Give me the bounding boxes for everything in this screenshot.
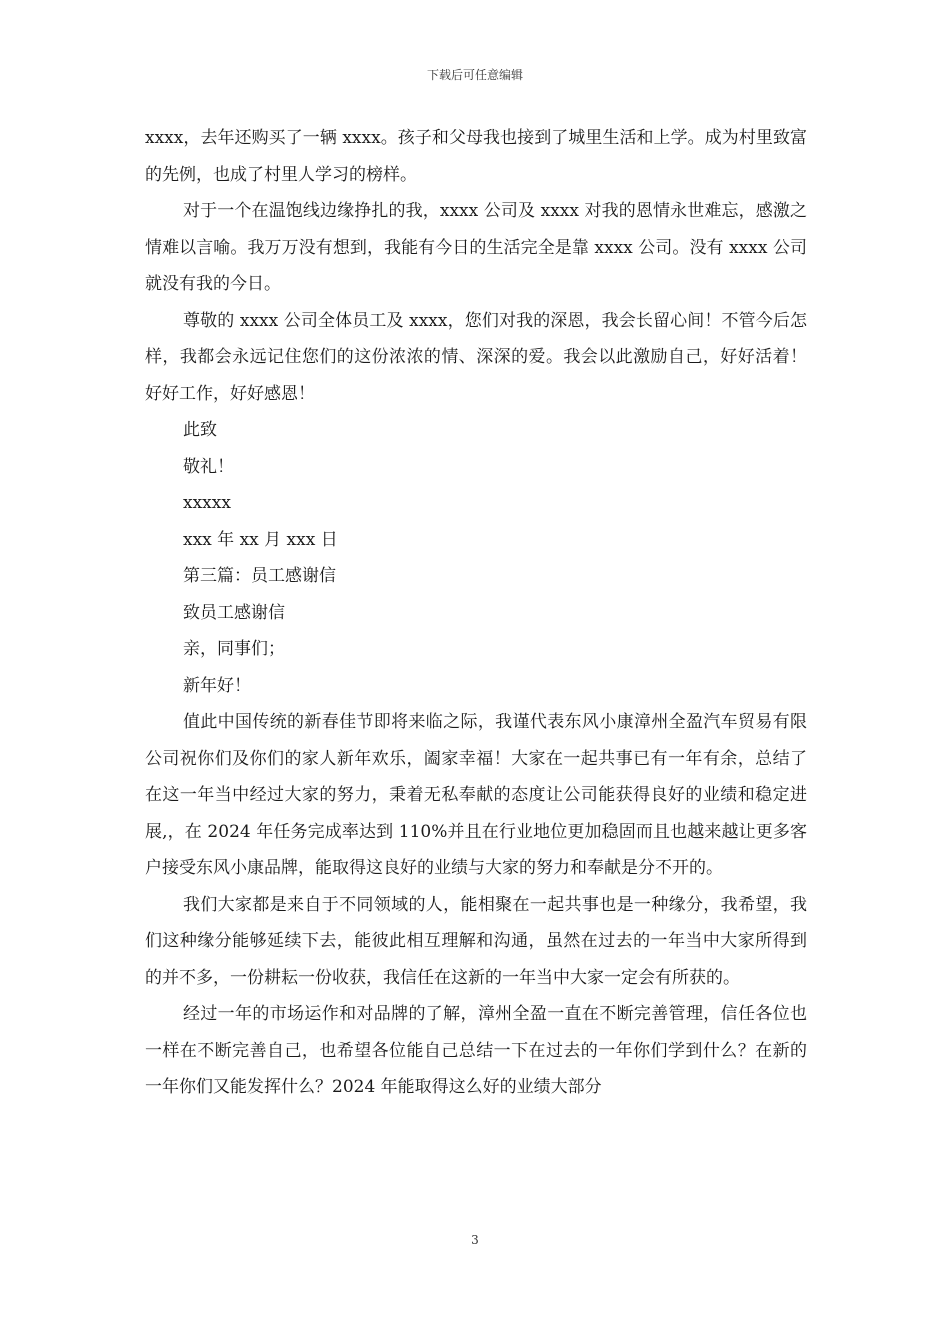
closing-line-1: 此致 — [183, 420, 217, 440]
signature: xxxxx — [183, 493, 231, 513]
document-body — [145, 120, 807, 1106]
paragraph-6: 经过一年的市场运作和对品牌的了解，漳州全盈一直在不断完善管理，信任各位也一样在不断完善自己，也希望各位能自己总结一下在过去的一年你们学到什么？在新的一年你们又能发挥什么？2024 年能取得这么好的业绩大部分 — [145, 1004, 807, 1097]
letter-date: xxx 年 xx 月 xxx 日 — [183, 529, 338, 550]
page-number: 3 — [471, 1233, 479, 1247]
letter-title: 致员工感谢信 — [183, 602, 285, 623]
closing-line-2: 敬礼！ — [183, 456, 234, 477]
greeting: 新年好！ — [183, 675, 251, 696]
paragraph-4: 值此中国传统的新春佳节即将来临之际，我谨代表东风小康漳州全盈汽车贸易有限公司祝你们及你们的家人新年欢乐，阖家幸福！大家在一起共事已有一年有余，总结了在这一年当中经过大家的努力，秉着无私奉献的态度让公司能获得良好的业绩和稳定进展,，在 2024 年任务完成率达到 110%并且在行业地位更加稳固而且也越来越让更多客户接受东风小康品牌，能取得这良好的业绩与大家的努力和奉献是分不开的。 — [145, 712, 807, 878]
paragraph-3: 尊敬的 xxxx 公司全体员工及 xxxx，您们对我的深恩，我会长留心间！不管今后怎样，我都会永远记住您们的这份浓浓的情、深深的爱。我会以此激励自己，好好活着！好好工作，好好感恩！ — [145, 310, 807, 404]
paragraph-5: 我们大家都是来自于不同领域的人，能相聚在一起共事也是一种缘分，我希望，我们这种缘分能够延续下去，能彼此相互理解和沟通，虽然在过去的一年当中大家所得到的并不多，一份耕耘一份收获，我信任在这新的一年当中大家一定会有所获的。 — [145, 894, 807, 988]
paragraph-1: xxxx，去年还购买了一辆 xxxx。孩子和父母我也接到了城里生活和上学。成为村里致富的先例，也成了村里人学习的榜样。 — [145, 128, 807, 185]
salutation: 亲，同事们； — [183, 639, 285, 659]
page-header: 下载后可任意编辑 — [426, 68, 523, 82]
paragraph-2: 对于一个在温饱线边缘挣扎的我，xxxx 公司及 xxxx 对我的恩情永世难忘，感激之情难以言喻。我万万没有想到，我能有今日的生活完全是靠 xxxx 公司。没有 xxxx 公司就没有我的今日。 — [145, 201, 807, 294]
section-title: 第三篇：员工感谢信 — [183, 566, 336, 586]
